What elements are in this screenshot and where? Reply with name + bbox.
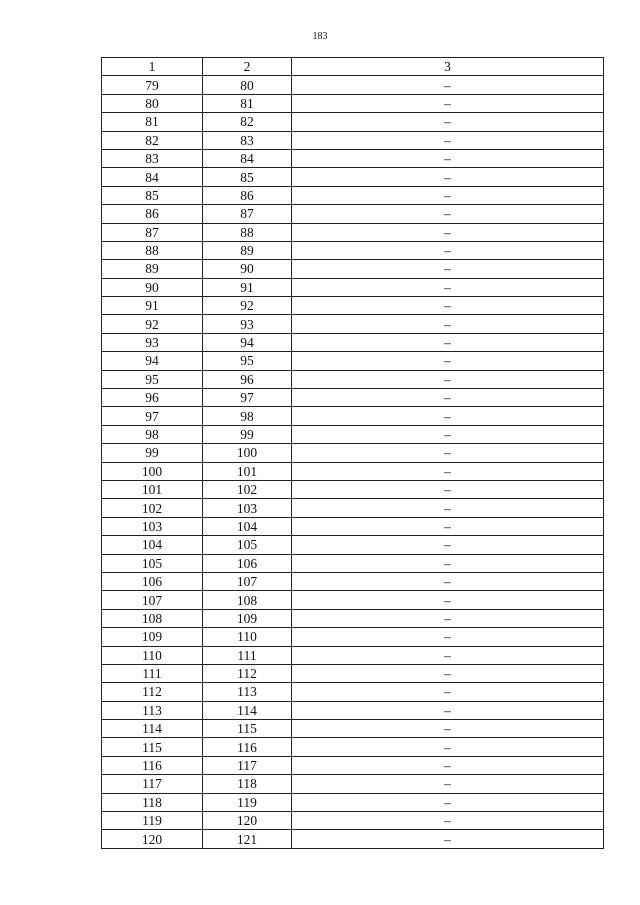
- table-cell-col2: 109: [203, 609, 292, 627]
- table-cell-col2: 89: [203, 241, 292, 259]
- table-row: [102, 517, 604, 535]
- table-cell-col2: 87: [203, 205, 292, 223]
- table-cell-col2: 97: [203, 389, 292, 407]
- table-cell-col3: –: [292, 333, 604, 351]
- table-cell-col1: 90: [102, 278, 203, 296]
- table-cell-col2: 106: [203, 554, 292, 572]
- table-cell-col3: –: [292, 462, 604, 480]
- table-cell-col2: 103: [203, 499, 292, 517]
- table-row: [102, 480, 604, 498]
- table-cell-col2: 119: [203, 793, 292, 811]
- table-cell-col1: 114: [102, 720, 203, 738]
- table-cell-col1: 84: [102, 168, 203, 186]
- table-cell-col3: –: [292, 480, 604, 498]
- table-cell-col2: 117: [203, 756, 292, 774]
- table-row: [102, 168, 604, 186]
- table-row: [102, 186, 604, 204]
- table-cell-col3: –: [292, 628, 604, 646]
- table-row: [102, 738, 604, 756]
- table-cell-col1: 81: [102, 113, 203, 131]
- table-row: [102, 775, 604, 793]
- table-row: [102, 149, 604, 167]
- table-row: [102, 591, 604, 609]
- table-cell-col2: 121: [203, 830, 292, 848]
- table-cell-col1: 101: [102, 480, 203, 498]
- table-cell-col1: 106: [102, 572, 203, 590]
- table-cell-col1: 89: [102, 260, 203, 278]
- table-cell-col2: 81: [203, 94, 292, 112]
- table-row: [102, 444, 604, 462]
- table-cell-col1: 92: [102, 315, 203, 333]
- table-cell-col3: –: [292, 756, 604, 774]
- table-row: [102, 628, 604, 646]
- table-cell-col1: 103: [102, 517, 203, 535]
- table-cell-col3: –: [292, 425, 604, 443]
- table-cell-col1: 85: [102, 186, 203, 204]
- table-cell-col2: 115: [203, 720, 292, 738]
- table-cell-col2: 99: [203, 425, 292, 443]
- table-row: [102, 241, 604, 259]
- table-row: [102, 756, 604, 774]
- table-cell-col2: 111: [203, 646, 292, 664]
- table-cell-col2: 82: [203, 113, 292, 131]
- table-cell-col3: –: [292, 591, 604, 609]
- column-header-3: 3: [292, 58, 604, 76]
- table-row: [102, 646, 604, 664]
- table-cell-col2: 94: [203, 333, 292, 351]
- table-cell-col2: 98: [203, 407, 292, 425]
- table-cell-col2: 113: [203, 683, 292, 701]
- column-header-2: 2: [203, 58, 292, 76]
- table-cell-col1: 94: [102, 352, 203, 370]
- table-row: [102, 389, 604, 407]
- table-row: [102, 407, 604, 425]
- table-row: [102, 113, 604, 131]
- table-cell-col3: –: [292, 223, 604, 241]
- table-row: [102, 701, 604, 719]
- column-header-1: 1: [102, 58, 203, 76]
- table-row: [102, 76, 604, 94]
- table-row: [102, 131, 604, 149]
- table-cell-col1: 79: [102, 76, 203, 94]
- table-cell-col2: 96: [203, 370, 292, 388]
- table-row: [102, 94, 604, 112]
- table-cell-col3: –: [292, 352, 604, 370]
- table-cell-col3: –: [292, 168, 604, 186]
- table-cell-col1: 99: [102, 444, 203, 462]
- table-row: [102, 536, 604, 554]
- table-cell-col3: –: [292, 830, 604, 848]
- table-cell-col1: 100: [102, 462, 203, 480]
- table-cell-col1: 108: [102, 609, 203, 627]
- data-table: [101, 57, 604, 849]
- table-cell-col1: 96: [102, 389, 203, 407]
- table-row: [102, 315, 604, 333]
- table-cell-col1: 98: [102, 425, 203, 443]
- table-row: [102, 572, 604, 590]
- table-cell-col3: –: [292, 260, 604, 278]
- table-cell-col1: 116: [102, 756, 203, 774]
- table-cell-col3: –: [292, 113, 604, 131]
- table-cell-col2: 108: [203, 591, 292, 609]
- table-cell-col2: 112: [203, 664, 292, 682]
- page-number: 183: [312, 31, 328, 42]
- table-cell-col1: 82: [102, 131, 203, 149]
- table-cell-col3: –: [292, 205, 604, 223]
- table-cell-col1: 107: [102, 591, 203, 609]
- table-cell-col3: –: [292, 572, 604, 590]
- table-cell-col2: 92: [203, 297, 292, 315]
- table-cell-col2: 86: [203, 186, 292, 204]
- table-row: [102, 812, 604, 830]
- table-cell-col3: –: [292, 720, 604, 738]
- table-cell-col1: 120: [102, 830, 203, 848]
- table-cell-col3: –: [292, 278, 604, 296]
- table-cell-col2: 93: [203, 315, 292, 333]
- table-row: [102, 609, 604, 627]
- table-cell-col1: 113: [102, 701, 203, 719]
- table-cell-col3: –: [292, 94, 604, 112]
- table-cell-col3: –: [292, 536, 604, 554]
- table-cell-col3: –: [292, 499, 604, 517]
- table-cell-col2: 83: [203, 131, 292, 149]
- table-cell-col3: –: [292, 315, 604, 333]
- table-row: [102, 297, 604, 315]
- table-cell-col1: 91: [102, 297, 203, 315]
- table-cell-col1: 102: [102, 499, 203, 517]
- table-cell-col1: 112: [102, 683, 203, 701]
- table-cell-col2: 85: [203, 168, 292, 186]
- table-cell-col3: –: [292, 793, 604, 811]
- table-cell-col1: 86: [102, 205, 203, 223]
- table-row: [102, 462, 604, 480]
- table-cell-col3: –: [292, 554, 604, 572]
- table-cell-col3: –: [292, 683, 604, 701]
- table-cell-col1: 93: [102, 333, 203, 351]
- table-cell-col1: 80: [102, 94, 203, 112]
- table-cell-col2: 118: [203, 775, 292, 793]
- table-cell-col2: 120: [203, 812, 292, 830]
- table-cell-col3: –: [292, 76, 604, 94]
- table-cell-col3: –: [292, 241, 604, 259]
- table-cell-col2: 107: [203, 572, 292, 590]
- table-cell-col3: –: [292, 297, 604, 315]
- table-cell-col3: –: [292, 149, 604, 167]
- table-row: [102, 830, 604, 848]
- table-cell-col2: 88: [203, 223, 292, 241]
- table-cell-col1: 109: [102, 628, 203, 646]
- table-cell-col2: 105: [203, 536, 292, 554]
- table-row: [102, 260, 604, 278]
- table-cell-col1: 97: [102, 407, 203, 425]
- table-cell-col3: –: [292, 389, 604, 407]
- table-cell-col1: 117: [102, 775, 203, 793]
- table-cell-col1: 105: [102, 554, 203, 572]
- table-cell-col3: –: [292, 738, 604, 756]
- table-cell-col2: 80: [203, 76, 292, 94]
- table-cell-col3: –: [292, 775, 604, 793]
- table-row: [102, 664, 604, 682]
- table-cell-col3: –: [292, 517, 604, 535]
- table-body: [102, 76, 604, 848]
- table-cell-col3: –: [292, 370, 604, 388]
- table-cell-col3: –: [292, 812, 604, 830]
- table-cell-col2: 101: [203, 462, 292, 480]
- table-cell-col1: 104: [102, 536, 203, 554]
- table-row: [102, 205, 604, 223]
- table-row: [102, 683, 604, 701]
- table-cell-col1: 111: [102, 664, 203, 682]
- table-cell-col3: –: [292, 664, 604, 682]
- table-cell-col3: –: [292, 701, 604, 719]
- table-cell-col1: 119: [102, 812, 203, 830]
- table-cell-col2: 116: [203, 738, 292, 756]
- table-cell-col1: 83: [102, 149, 203, 167]
- table-cell-col2: 84: [203, 149, 292, 167]
- table-row: [102, 352, 604, 370]
- table-cell-col1: 87: [102, 223, 203, 241]
- table-row: [102, 223, 604, 241]
- table-cell-col2: 102: [203, 480, 292, 498]
- table-cell-col1: 118: [102, 793, 203, 811]
- table-cell-col3: –: [292, 646, 604, 664]
- table-cell-col2: 91: [203, 278, 292, 296]
- table-row: [102, 333, 604, 351]
- table-cell-col1: 88: [102, 241, 203, 259]
- table-cell-col2: 110: [203, 628, 292, 646]
- table-cell-col3: –: [292, 131, 604, 149]
- table-row: [102, 720, 604, 738]
- table-row: [102, 425, 604, 443]
- table-row: [102, 499, 604, 517]
- table-cell-col1: 115: [102, 738, 203, 756]
- table-cell-col2: 114: [203, 701, 292, 719]
- table-cell-col3: –: [292, 444, 604, 462]
- table-cell-col1: 110: [102, 646, 203, 664]
- table-cell-col2: 90: [203, 260, 292, 278]
- table-row: [102, 278, 604, 296]
- table-cell-col3: –: [292, 186, 604, 204]
- table-cell-col3: –: [292, 609, 604, 627]
- table-cell-col1: 95: [102, 370, 203, 388]
- table-cell-col2: 95: [203, 352, 292, 370]
- table-cell-col3: –: [292, 407, 604, 425]
- table-row: [102, 554, 604, 572]
- table-cell-col2: 100: [203, 444, 292, 462]
- table-header-row: [102, 58, 604, 76]
- table-row: [102, 370, 604, 388]
- table-cell-col2: 104: [203, 517, 292, 535]
- table-row: [102, 793, 604, 811]
